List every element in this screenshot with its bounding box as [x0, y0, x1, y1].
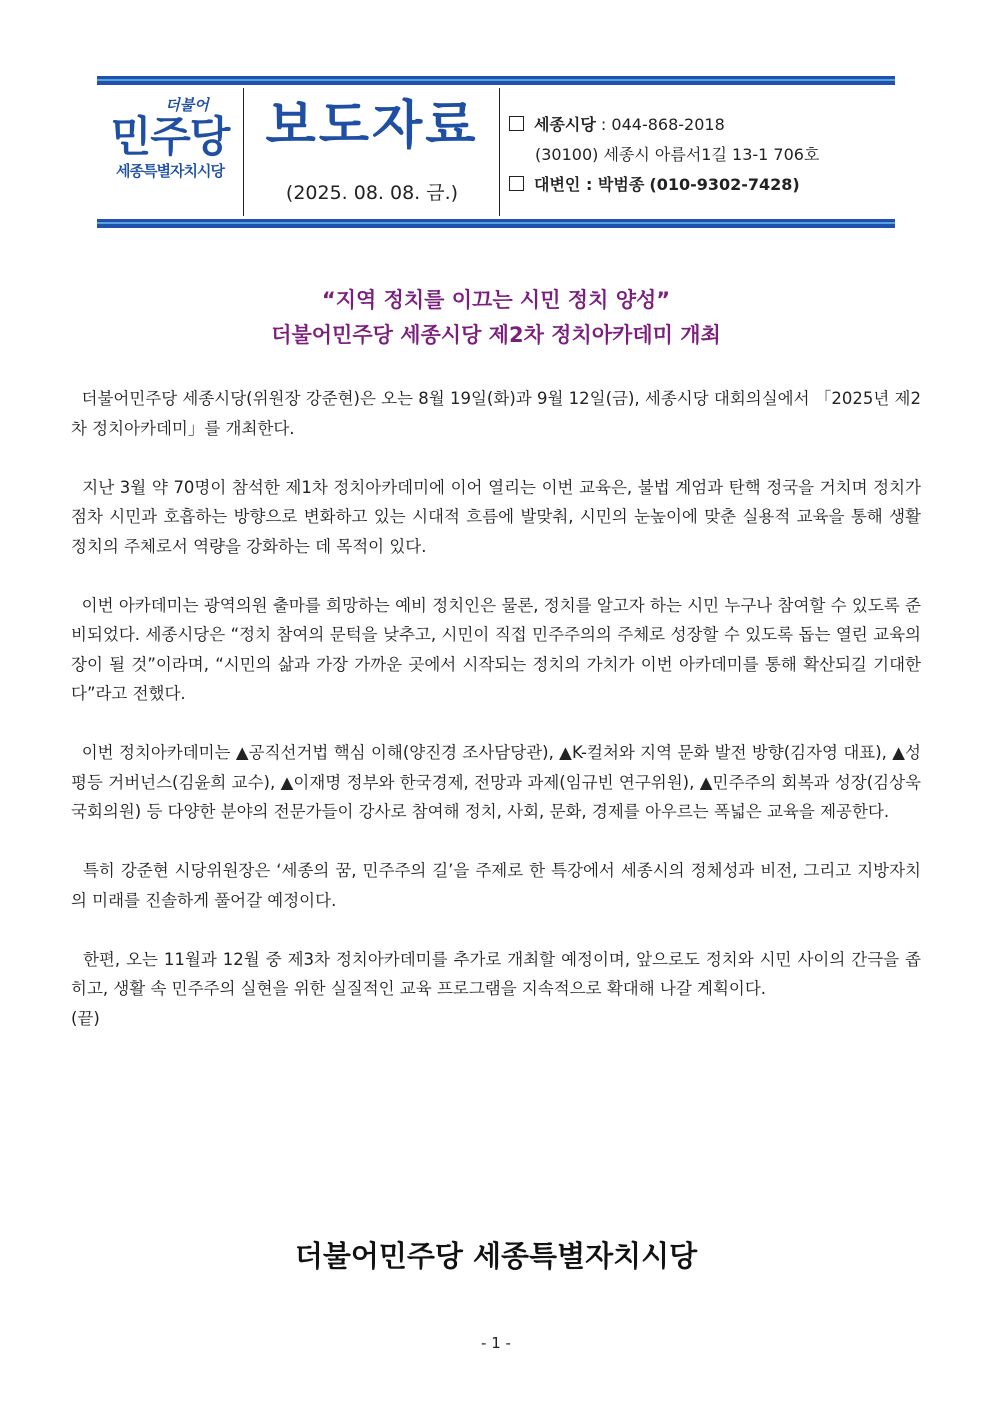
release-block [247, 96, 497, 205]
page-number: - 1 - [481, 1334, 511, 1352]
logo-top-text: 더불어 [165, 96, 209, 114]
office-label: 세종시당 [534, 115, 596, 134]
party-logo [97, 96, 243, 206]
office-line [509, 110, 895, 140]
office-address: (30100) 세종시 아름서1길 13-1 706호 [535, 145, 820, 164]
headline-line-2: 더불어민주당 세종시당 제2차 정치아카데미 개최 [271, 323, 721, 347]
logo-sub-text: 세종특별자치시당 [116, 162, 224, 180]
release-date: (2025. 08. 08. 금.) [285, 182, 459, 204]
header-divider-right [499, 88, 500, 216]
release-title: 보도자료 [265, 96, 479, 156]
header-bottom-bar [97, 219, 895, 228]
spokesperson-phone: (010-9302-7428) [649, 175, 800, 194]
paragraph-1: 더불어민주당 세종시당(위원장 강준현)은 오는 8월 19일(화)과 9월 12일(금), 세종시당 대회의실에서 「2025년 제2차 정치아카데미」를 개최한다. [71, 389, 921, 438]
paragraph-2: 지난 3월 약 70명이 참석한 제1차 정치아카데미에 이어 열리는 이번 교육은, 불법 계엄과 탄핵 정국을 거치며 정치가 점차 시민과 호흡하는 방향으로 변화하고 있는 시대적 흐름에 발맞춰, 시민의 눈높이에 맞춘 실용적 교육을 통해 생활 정치의 주체로서 역량을 강화하는 데 목적이 있다. [71, 477, 921, 556]
logo-main-text: 민주당 [110, 112, 230, 161]
press-header [97, 76, 895, 228]
checkbox-square-icon [509, 116, 524, 131]
end-mark: (끝) [71, 1008, 100, 1028]
spokesperson-label: 대변인 : 박범종 [534, 175, 645, 194]
headline-line-1: “지역 정치를 이끄는 시민 정치 양성” [321, 288, 671, 312]
footer-organization: 더불어민주당 세종특별자치시당 [294, 1239, 698, 1273]
office-phone: : 044-868-2018 [600, 115, 725, 134]
checkbox-square-icon [509, 176, 524, 191]
article-body [71, 384, 921, 1033]
paragraph-4: 이번 정치아카데미는 ▲공직선거법 핵심 이해(양진경 조사담당관), ▲K-컬처와 지역 문화 발전 방향(김자영 대표), ▲성평등 거버넌스(김윤희 교수), ▲이재명 정부와 한국경제, 전망과 과제(임규빈 연구위원), ▲민주주의 회복과 성장(김상욱 국회의원) 등 다양한 분야의 전문가들이 강사로 참여해 정치, 사회, 문화, 경제를 아우르는 폭넓은 교육을 제공한다. [71, 743, 921, 821]
paragraph-5: 특히 강준현 시당위원장은 ‘세종의 꿈, 민주주의 길’을 주제로 한 특강에서 세종시의 정체성과 비전, 그리고 지방자치의 미래를 진솔하게 풀어갈 예정이다. [71, 861, 921, 910]
paragraph-3: 이번 아카데미는 광역의원 출마를 희망하는 예비 정치인은 물론, 정치를 알고자 하는 시민 누구나 참여할 수 있도록 준비되었다. 세종시당은 “정치 참여의 문턱을 낮추고, 시민이 직접 민주주의의 주체로 성장할 수 있도록 돕는 열린 교육의 장이 될 것”이라며, “시민의 삶과 가장 가까운 곳에서 시작되는 정치의 가치가 이번 아카데미를 통해 확산되길 기대한다”라고 전했다. [71, 595, 921, 703]
spokesperson-line [509, 170, 895, 200]
paragraph-6: 한편, 오는 11월과 12월 중 제3차 정치아카데미를 추가로 개최할 예정이며, 앞으로도 정치와 시민 사이의 간극을 좁히고, 생활 속 민주주의 실현을 위한 실질적인 교육 프로그램을 지속적으로 확대해 나갈 계획이다. [71, 949, 921, 998]
header-divider-left [243, 88, 244, 216]
header-top-bar [97, 76, 895, 85]
contact-block [509, 110, 895, 200]
